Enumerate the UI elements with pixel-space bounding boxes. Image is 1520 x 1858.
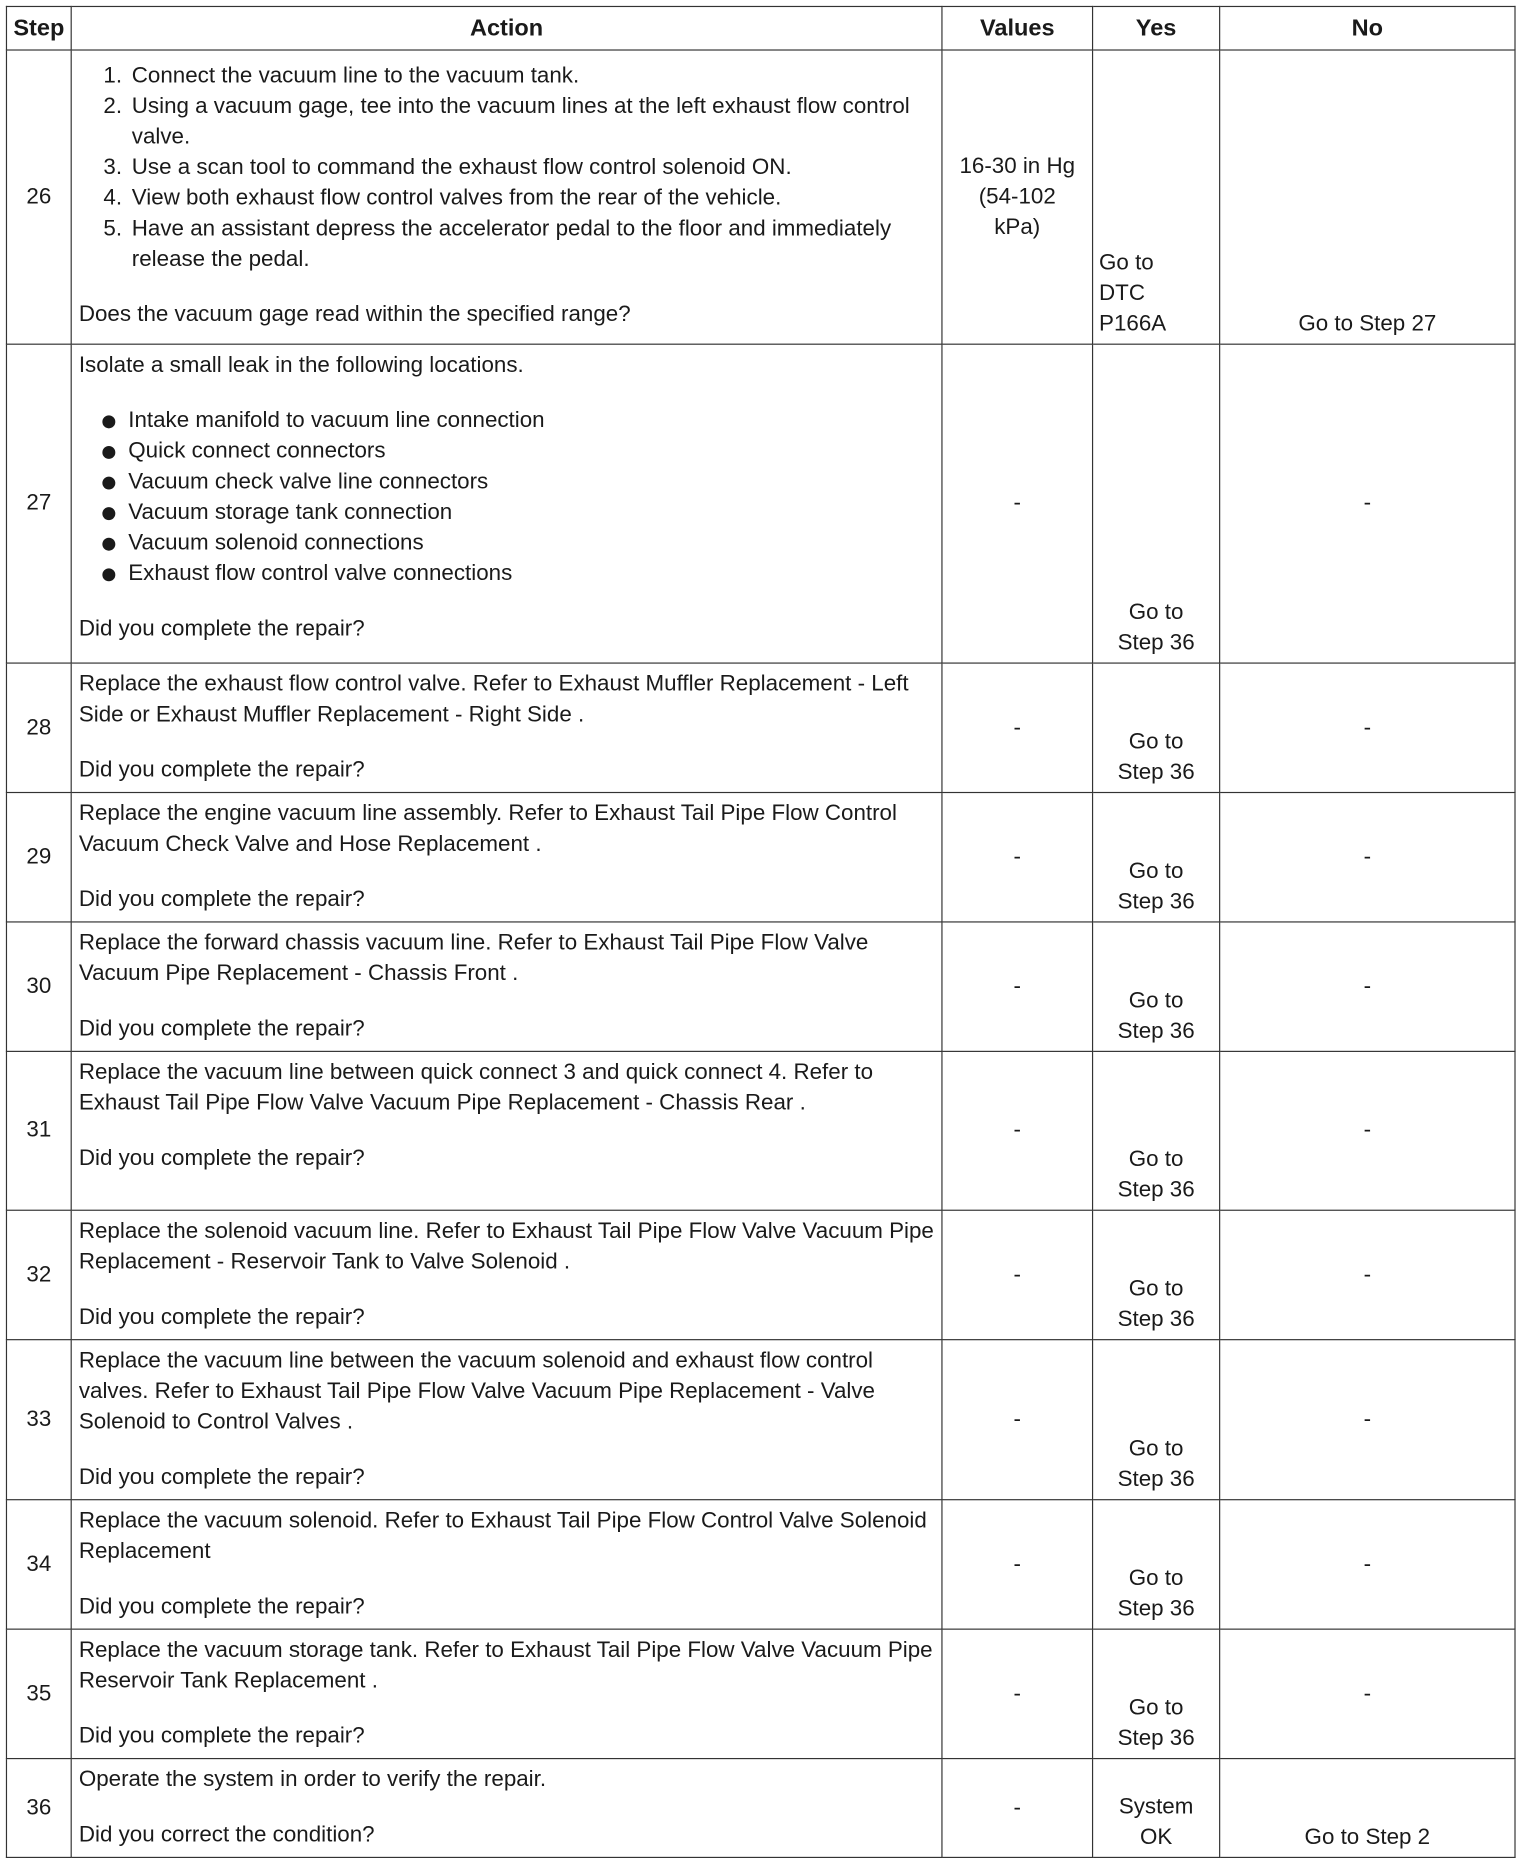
yes-text: Step 36 [1117,1467,1195,1493]
no-text: - [1363,844,1372,869]
yes-text: Step 36 [1117,1177,1195,1203]
action-cell [71,793,942,922]
yes-link[interactable] [1093,727,1219,788]
spacer [79,275,934,300]
no-cell [1220,344,1515,663]
action-cell [71,1210,942,1339]
table-row [6,344,1515,663]
question-text: Did you complete the repair? [78,1723,365,1749]
yes-link[interactable] [1093,1434,1219,1495]
question-text: Did you complete the repair? [78,616,365,642]
no-cell [1220,1500,1515,1629]
spacer [79,1438,934,1463]
values-cell: - [942,922,1093,1051]
action-cell [71,1340,942,1500]
action-cell [71,1051,942,1210]
yes-text: Step 36 [1117,889,1195,915]
yes-link[interactable] [1093,1693,1219,1754]
action-cell [71,663,942,792]
step-number: 30 [6,922,71,1051]
yes-text: Go to [1128,1566,1184,1591]
yes-text: Step 36 [1117,1307,1195,1333]
yes-text-block [1093,1792,1219,1853]
no-cell [1220,793,1515,922]
no-cell [1220,50,1515,344]
spacer [79,990,934,1015]
action-cell [71,1629,942,1758]
values-cell: - [942,793,1093,922]
yes-cell [1093,1210,1220,1339]
list-item: Quick connect connectors [128,437,934,468]
header-step: Step [6,6,71,50]
yes-text: P166A [1099,311,1167,337]
spacer [79,1697,934,1722]
spacer [79,860,934,885]
action-cell [71,1500,942,1629]
action-text: Replace the solenoid vacuum line. Refer to Exhaust Tail Pipe Flow Valve Vacuum Pipe Replacement - Reservoir Tank to Valve Solenoid . [78,1219,934,1275]
yes-text: Go to [1128,1276,1184,1302]
step-number: 28 [6,663,71,792]
values-cell: - [942,1210,1093,1339]
step-number: 36 [6,1759,71,1858]
intro-text: Isolate a small leak in the following locations. [78,353,524,378]
yes-cell [1093,1629,1220,1758]
list-item: 3. Use a scan tool to command the exhaust flow control solenoid ON. [128,153,934,184]
yes-text: Go to [1128,729,1184,755]
header-action: Action [71,6,942,50]
yes-cell [1093,1340,1220,1500]
yes-cell [1093,922,1220,1051]
yes-link[interactable] [1093,857,1219,918]
yes-cell [1093,793,1220,922]
no-cell [1220,1629,1515,1758]
question-text: Did you correct the condition? [78,1822,375,1848]
action-text: Replace the engine vacuum line assembly. Refer to Exhaust Tail Pipe Flow Control Vacuum Check Valve and Hose Replacement . [78,801,897,857]
header-yes: Yes [1093,6,1220,50]
values-cell: - [942,1500,1093,1629]
yes-text: OK [1139,1825,1173,1850]
action-cell [71,1759,942,1858]
yes-link[interactable] [1093,1145,1219,1206]
no-text: - [1363,1680,1372,1706]
value-text: 16-30 in Hg [959,153,1076,179]
yes-text: DTC [1099,281,1146,306]
yes-text: Go to [1128,1695,1184,1721]
values-cell [942,50,1093,344]
step-number: 32 [6,1210,71,1339]
table-row [6,1340,1515,1500]
list-item: 2. Using a vacuum gage, tee into the vacuum lines at the left exhaust flow control valve. [128,92,934,153]
table-row [6,1500,1515,1629]
yes-text: Step 36 [1117,1019,1195,1044]
no-cell [1220,1759,1515,1858]
yes-text: Go to [1128,600,1184,625]
step-number: 35 [6,1629,71,1758]
values-cell: - [942,1051,1093,1210]
question-text: Did you complete the repair? [78,757,365,783]
yes-cell [1093,50,1220,344]
action-text: Replace the exhaust flow control valve. Refer to Exhaust Muffler Replacement - Left Side or Exhaust Muffler Replacement - Right Side . [78,671,909,728]
yes-cell [1093,344,1220,663]
question-text: Did you complete the repair? [78,1304,365,1330]
yes-cell [1093,1051,1220,1210]
list-item: Exhaust flow control valve connections [128,559,934,590]
list-item: Vacuum solenoid connections [128,528,934,559]
yes-text: Go to [1128,988,1184,1014]
yes-cell [1093,663,1220,792]
table-row [6,793,1515,922]
action-text: Operate the system in order to verify the repair. [78,1767,547,1793]
yes-cell [1093,1759,1220,1858]
step-number: 33 [6,1340,71,1500]
header-values: Values [942,6,1093,50]
step-number: 26 [6,50,71,344]
no-cell [1220,1210,1515,1339]
values-cell: - [942,663,1093,792]
no-cell [1220,922,1515,1051]
header-no: No [1220,6,1515,50]
table-row [6,1210,1515,1339]
action-text: Replace the vacuum line between the vacuum solenoid and exhaust flow control valves. Refer to Exhaust Tail Pipe Flow Valve Vacuum Pipe Replacement - Valve Solenoid to Control Valves . [78,1348,875,1435]
no-text: - [1363,1262,1372,1287]
list-item: 5. Have an assistant depress the accelerator pedal to the floor and immediately release the pedal. [128,214,934,275]
no-cell [1220,1340,1515,1500]
question-text: Did you complete the repair? [78,1594,365,1620]
spacer [79,381,934,406]
list-item: 1. Connect the vacuum line to the vacuum tank. [128,61,934,92]
no-text: - [1363,1117,1372,1143]
yes-text: Go to [1099,250,1154,276]
yes-text: Step 36 [1117,1726,1195,1751]
numbered-steps [79,61,934,275]
yes-text: System [1118,1794,1194,1820]
action-text: Replace the forward chassis vacuum line. Refer to Exhaust Tail Pipe Flow Valve Vacuum Pipe Replacement - Chassis Front . [78,930,869,987]
step-number: 31 [6,1051,71,1210]
yes-text: Step 36 [1117,630,1195,656]
step-number: 34 [6,1500,71,1629]
question-text: Does the vacuum gage read within the specified range? [78,302,631,328]
list-item: 4. View both exhaust flow control valves from the rear of the vehicle. [128,184,934,215]
action-cell [71,344,942,663]
table-row [6,1759,1515,1858]
question-text: Did you complete the repair? [78,1464,365,1490]
spacer [79,590,934,615]
no-text: - [1363,1551,1372,1577]
table-row [6,663,1515,792]
values-cell: - [942,1629,1093,1758]
yes-text: Step 36 [1117,1596,1195,1622]
spacer [79,1567,934,1592]
table-row [6,922,1515,1051]
bullet-list [79,406,934,590]
spacer [79,1119,934,1144]
value-text: (54-102 [978,184,1056,209]
yes-link[interactable] [1093,248,1219,340]
action-text: Replace the vacuum solenoid. Refer to Exhaust Tail Pipe Flow Control Valve Solenoid Replacement [78,1508,927,1564]
question-text: Did you complete the repair? [78,887,365,912]
no-cell [1220,1051,1515,1210]
action-text: Replace the vacuum storage tank. Refer to Exhaust Tail Pipe Flow Valve Vacuum Pipe Reservoir Tank Replacement . [78,1637,933,1694]
yes-link[interactable] [1093,1564,1219,1625]
spacer [79,1278,934,1303]
no-text: - [1363,490,1372,516]
no-link[interactable]: Go to Step 2 [1304,1825,1431,1850]
yes-cell [1093,1500,1220,1629]
question-text: Did you complete the repair? [78,1146,365,1171]
list-item: Vacuum check valve line connectors [128,467,934,498]
yes-text: Go to [1128,1147,1184,1172]
spacer [79,731,934,756]
no-link[interactable]: Go to Step 27 [1298,311,1437,337]
list-item: Vacuum storage tank connection [128,498,934,529]
no-text: - [1363,973,1372,999]
no-text: - [1363,1406,1372,1432]
question-text: Did you complete the repair? [78,1016,365,1042]
yes-link[interactable] [1093,598,1219,659]
no-cell [1220,663,1515,792]
header-row [6,6,1515,50]
list-item: Intake manifold to vacuum line connection [128,406,934,437]
values-cell: - [942,1340,1093,1500]
yes-text: Go to [1128,858,1184,884]
values-cell: - [942,344,1093,663]
value-text: kPa) [994,214,1041,240]
action-cell [71,922,942,1051]
action-cell [71,50,942,344]
no-text: - [1363,714,1372,740]
yes-text: Step 36 [1117,760,1195,785]
values-cell: - [942,1759,1093,1858]
step-number: 27 [6,344,71,663]
table-row [6,1051,1515,1210]
yes-link[interactable] [1093,1274,1219,1335]
yes-link[interactable] [1093,986,1219,1047]
yes-text: Go to [1128,1436,1184,1462]
table-row [6,1629,1515,1758]
action-text: Replace the vacuum line between quick connect 3 and quick connect 4. Refer to Exhaust Tail Pipe Flow Valve Vacuum Pipe Replacement - Chassis Rear . [78,1060,874,1116]
diagnostic-table [6,6,1516,1858]
spacer [79,1796,934,1821]
table-row [6,50,1515,344]
step-number: 29 [6,793,71,922]
